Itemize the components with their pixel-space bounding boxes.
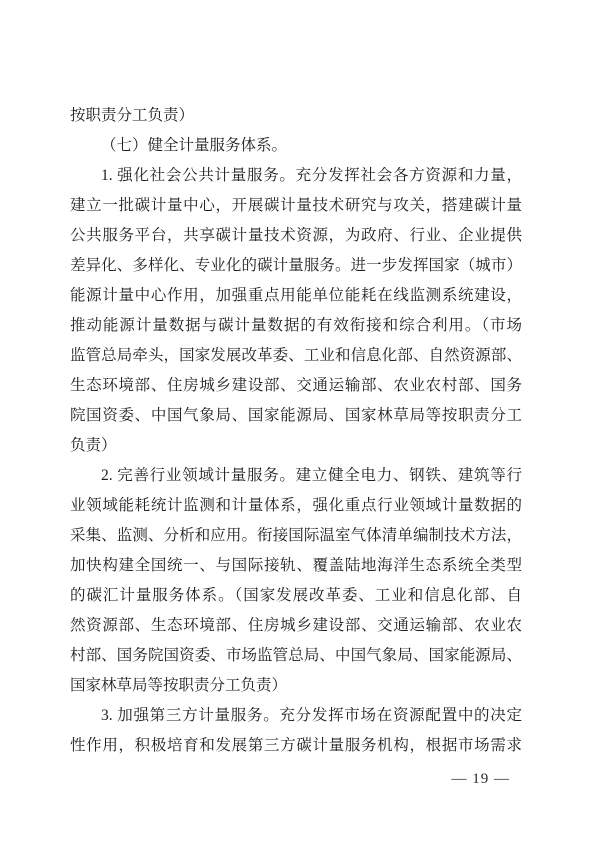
text-line: 建立一批碳计量中心，开展碳计量技术研究与攻关，搭建碳计量 bbox=[70, 197, 522, 214]
text-line: 业领域能耗统计监测和计量体系，强化重点行业领域计量数据的 bbox=[70, 497, 522, 514]
text-line: 国家林草局等按职责分工负责） bbox=[70, 677, 288, 694]
text-line: 差异化、多样化、专业化的碳计量服务。进一步发挥国家（城市） bbox=[70, 257, 522, 274]
text-line: 性作用，积极培育和发展第三方碳计量服务机构，根据市场需求 bbox=[70, 737, 522, 754]
text-line: 采集、监测、分析和应用。衔接国际温室气体清单编制技术方法， bbox=[70, 527, 522, 544]
text-line: 3. 加强第三方计量服务。充分发挥市场在资源配置中的决定 bbox=[101, 707, 522, 724]
page-number: — 19 — bbox=[451, 771, 510, 787]
text-line: 推动能源计量数据与碳计量数据的有效衔接和综合利用。（市场 bbox=[70, 317, 522, 334]
text-line: 公共服务平台，共享碳计量技术资源，为政府、行业、企业提供 bbox=[70, 227, 522, 244]
section-heading: （七）健全计量服务体系。 bbox=[101, 137, 288, 154]
text-line: 1. 强化社会公共计量服务。充分发挥社会各方资源和力量， bbox=[101, 167, 522, 184]
text-line: 加快构建全国统一、与国际接轨、覆盖陆地海洋生态系统全类型 bbox=[70, 557, 522, 574]
text-line: 生态环境部、住房城乡建设部、交通运输部、农业农村部、国务 bbox=[70, 377, 522, 394]
text-line: 监管总局牵头，国家发展改革委、工业和信息化部、自然资源部、 bbox=[70, 347, 522, 364]
text-line: 院国资委、中国气象局、国家能源局、国家林草局等按职责分工 bbox=[70, 407, 522, 424]
text-line: 2. 完善行业领域计量服务。建立健全电力、钢铁、建筑等行 bbox=[101, 467, 522, 484]
text-line: 能源计量中心作用，加强重点用能单位能耗在线监测系统建设， bbox=[70, 287, 522, 304]
text-line: 负责） bbox=[70, 437, 117, 454]
text-line: 村部、国务院国资委、市场监管总局、中国气象局、国家能源局、 bbox=[70, 647, 522, 664]
text-line: 的碳汇计量服务体系。（国家发展改革委、工业和信息化部、自 bbox=[70, 587, 522, 604]
text-line: 然资源部、生态环境部、住房城乡建设部、交通运输部、农业农 bbox=[70, 617, 522, 634]
text-line: 按职责分工负责） bbox=[70, 107, 195, 124]
document-text-block bbox=[70, 101, 522, 761]
